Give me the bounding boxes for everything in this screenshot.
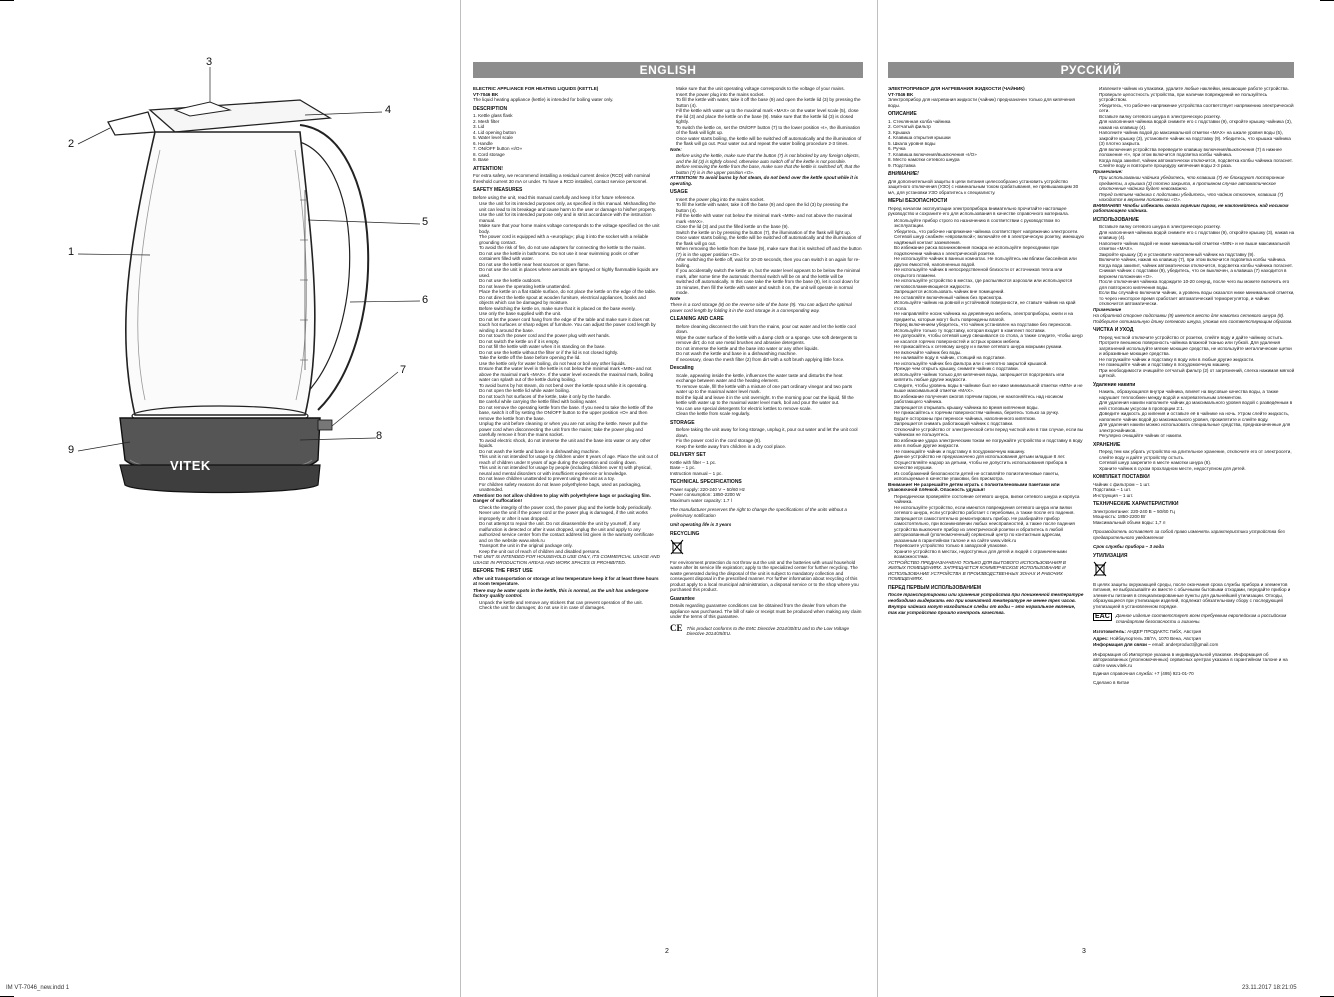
list-item: • Once water starts boiling, the kettle will be switched off automatically and the illumination of the flask will go out. Pour water out and repeat the water boiling procedure 2-3 times. bbox=[676, 136, 862, 147]
list-item: • Убедитесь, что рабочее напряжение чайника соответствует напряжению электросети. bbox=[894, 229, 1084, 235]
list-item: • Make sure that your home mains voltage corresponds to the voltage specified on the unit body. bbox=[479, 223, 661, 234]
english-note2-title: Note bbox=[670, 295, 681, 301]
list-item: • Вставьте вилку сетевого шнура в электрическую розетку. bbox=[1099, 114, 1295, 120]
list-item: • Не используйте устройство в местах, где распыляются аэрозоли или используются легковоспламеняющиеся жидкости. bbox=[894, 278, 1084, 289]
eac-mark-icon: EAC bbox=[1095, 613, 1110, 620]
list-item: • This unit is not intended for usage by children under 8 years of age. Place the unit out of reach of children under 8 years of age during the operation and cooling down. bbox=[479, 454, 661, 465]
russian-model: VT-7046 BK bbox=[888, 91, 914, 97]
list-item: • Once water starts boiling, the kettle will be switched off automatically and the illumination of the flask will go out. bbox=[676, 235, 862, 246]
list-item: • Do not let the power cord hang from the edge of the table and make sure it does not touch hot surfaces or sharp edges of furniture. You can adjust the power cord length by winding it around the base. bbox=[479, 317, 661, 334]
russian-note-list bbox=[1093, 175, 1295, 203]
list-item: • Для удаления накипи можно использовать специальные средства, предназначенные для электрочайников. bbox=[1099, 422, 1295, 433]
english-cleaning-title: CLEANING AND CARE bbox=[670, 316, 724, 322]
list-item: • Fill the kettle with water not below the minimal mark «MIN» and not above the maximal mark «MAX». bbox=[676, 213, 862, 224]
list-item: • Регулярно очищайте чайник от накипи. bbox=[1099, 433, 1295, 439]
list-item: • Для наполнения чайника водой снимите его с подставки (9), откройте крышку чайника (3), нажав на клавишу (4). bbox=[1099, 119, 1295, 130]
list-item: • Do not touch hot surfaces of the kettle, take it only by the handle. bbox=[479, 394, 661, 400]
list-item: • To avoid the risk of fire, do not use adapters for connecting the kettle to the mains. bbox=[479, 245, 661, 251]
russian-title: ЭЛЕКТРОПРИБОР ДЛЯ НАГРЕВАНИЯ ЖИДКОСТИ (ЧАЙНИК) bbox=[888, 86, 1025, 91]
russian-usage-title: ИСПОЛЬЗОВАНИЕ bbox=[1093, 216, 1140, 223]
russian-before-title: ПЕРЕД ПЕРВЫМ ИСПОЛЬЗОВАНИЕМ bbox=[888, 584, 982, 591]
list-item: • Следите, чтобы уровень воды в чайнике был не ниже минимальной отметки «MIN» и не выше максимальной отметки «MAX». bbox=[894, 383, 1084, 394]
list-item: • Снимая чайник с подставки (9), убедитесь, что он выключен, а клавиша (7) находится в верхнем положении «O». bbox=[1099, 268, 1295, 279]
list-item: • Не используйте чайник в непосредственной близости от источников тепла или открытого пламени. bbox=[894, 267, 1084, 278]
list-item: Подставка – 1 шт. bbox=[1093, 487, 1131, 492]
list-item: • Прежде чем открыть крышку, снимите чайник с подставки. bbox=[894, 366, 1084, 372]
list-item: • Transport the unit in the original package only. bbox=[479, 543, 661, 549]
list-item: 5. Шкала уровня воды bbox=[888, 140, 936, 146]
list-item: • Fill the kettle with water up to the maximal mark «MAX» on the water level scale (5), close the lid (3) and place the kettle on the base (9). Make sure that the kettle lid (3) is closed tightly. bbox=[676, 108, 862, 125]
english-intro: The liquid heating appliance (kettle) is intended for boiling water only. bbox=[473, 97, 614, 102]
english-lifetime: Unit operating life is 3 years bbox=[670, 522, 732, 527]
callout-1: 1 bbox=[68, 246, 75, 258]
list-item: 6. Handle bbox=[473, 140, 493, 146]
list-item: Power supply: 220-240 V ~ 50/60 Hz bbox=[670, 486, 745, 492]
list-item: • Во избежание риска возникновения пожара не используйте переходники при подключении чайника к электрической розетке. bbox=[894, 245, 1084, 256]
list-item: • Запрещается самостоятельно ремонтировать прибор. Не разбирайте прибор самостоятельно, при возникновении любых неисправностей, а также после падения устройства выключите прибор из электрической розетки и обратитесь в любой авторизованный (уполномоченный) сервисный центр по контактным адресам, указанным в гарантийном талоне и на сайте www.vitek.ru bbox=[894, 516, 1084, 544]
list-item: • To fill the kettle with water, take it off the base (9) and open the kettle lid (3) by pressing the button (4). bbox=[676, 97, 862, 108]
list-item: 3. Крышка bbox=[888, 129, 910, 135]
russian-storage-title: ХРАНЕНИЕ bbox=[1093, 441, 1121, 448]
english-header-bar: ENGLISH bbox=[473, 62, 863, 78]
list-item: 2. Mesh filter bbox=[473, 118, 500, 124]
list-item: • Для включения устройства переведите клавишу включения/выключения (7) в нижнее положение «I», при этом включится подсветка колбы чайника. bbox=[1099, 147, 1295, 158]
list-item: Максимальный объем воды: 1,7 л bbox=[1093, 519, 1166, 525]
russian-safety-intro: Перед началом эксплуатации электроприбора внимательно прочитайте настоящее руководство и сохраните его для использования в качестве справочного материала. bbox=[888, 205, 1069, 216]
list-item: 3. Lid bbox=[473, 124, 485, 129]
fold-line bbox=[877, 0, 878, 997]
recycle-bin-icon bbox=[670, 539, 862, 557]
russian-manufacturer bbox=[1093, 629, 1295, 635]
list-item: • Use the unit for its intended purposes only, as specified in this manual. Mishandling the unit can lead to its breakage and cause harm to the user or damage to his/her property. bbox=[479, 201, 661, 212]
russian-address bbox=[1093, 636, 1295, 642]
russian-note2-text: На обратной стороне подставки (9) имеется место для намотки сетевого шнура (8). Подберите оптимальную длину сетевого шнура, уложив его соответствующим образом. bbox=[1093, 313, 1293, 324]
list-item: • To remove scale, fill the kettle with a mixture of one part ordinary vinegar and two parts water up to the maximal water level mark. bbox=[676, 384, 862, 395]
english-attention-text: For extra safety, we recommend installing a residual current device (RCD) with nominal threshold current 30 mA or under. To have a RCD installed, contact service personnel. bbox=[473, 173, 651, 184]
russian-helpdesk: Единая справочная служба: +7 (495) 921-01-70 bbox=[1093, 671, 1194, 676]
english-recycling-text: For environment protection do not throw out the unit and the batteries with usual household waste after its service life expiration; apply to the specialized center for further recycling. The waste generated during the disposal of the unit is subject to mandatory collection and consequent disposal in the prescribed manner. For further information about recycling of this product apply to a local municipal administration, a disposal service or to the shop where you purchased this product. bbox=[670, 559, 859, 592]
description-list bbox=[473, 113, 661, 163]
list-item: • Use only the base supplied with the unit. bbox=[479, 311, 661, 317]
russian-recycling-title: УТИЛИЗАЦИЯ bbox=[1093, 552, 1128, 559]
list-item: • Перевозите устройство только в заводской упаковке. bbox=[894, 543, 1084, 549]
address-label: Адрес: bbox=[1093, 635, 1109, 641]
list-item: • Наполните чайник водой до максимальной отметки «MAX» на шкале уровня воды (5), закройте крышку (3), установите чайник на подставку (9). Убедитесь, что крышка чайника (3) плотно закрыта. bbox=[1099, 130, 1295, 147]
list-item: • Unplug the unit before cleaning or when you are not using the kettle. Never pull the power cord when disconnecting the unit from the mains; take the power plug and carefully remove it from the mains socket. bbox=[479, 421, 661, 438]
russian-descaling-title: Удаление накипи bbox=[1093, 381, 1136, 388]
english-description-title: DESCRIPTION bbox=[473, 105, 508, 112]
kettle-illustration bbox=[0, 40, 460, 560]
list-item: • To avoid burns by hot steam, do not bend over the kettle spout while it is operating. bbox=[479, 383, 661, 389]
english-guarantee-text: Details regarding guarantee conditions can be obtained from the dealer from whom the appliance was purchased. The bill of sale or receipt must be produced when making any claim under the terms of this guarantee. bbox=[670, 603, 862, 619]
list-item: • Периодически проверяйте состояние сетевого шнура, вилки сетевого шнура и корпуса чайника. bbox=[894, 494, 1084, 505]
ce-mark-icon: CE bbox=[670, 622, 683, 633]
russian-manufacturer-note: Производитель оставляет за собой право изменять характеристики устройства без предварительного уведомления bbox=[1093, 529, 1285, 540]
list-item: • Scale, appearing inside the kettle, influences the water taste and disturbs the heat exchange between water and the heating element. bbox=[676, 373, 862, 384]
english-descaling-list bbox=[670, 373, 862, 417]
file-slug: IM VT-7046_new.indd 1 bbox=[6, 985, 70, 991]
list-item: 8. Место намотки сетевого шнура bbox=[888, 157, 960, 162]
english-delivery-title: DELIVERY SET bbox=[670, 452, 706, 458]
list-item: • Fix the power cord in the cord storage (8). bbox=[676, 438, 862, 444]
callout-8: 8 bbox=[376, 430, 383, 442]
manufacturer-value: АНДЕР ПРОДАКТС ГмбХ, Австрия bbox=[1127, 629, 1202, 634]
english-storage-title: STORAGE bbox=[670, 419, 695, 426]
russian-recycling-text: В целях защиты окружающей среды, после окончания срока службы прибора и элементов питания, не выбрасывайте их вместе с обычными бытовыми отходами, передайте прибор и элементы питания в специализированные пункты для дальнейшей утилизации. Отходы, образующиеся при утилизации изделий, подлежат обязательному сбору с последующей утилизацией в установленном порядке. bbox=[1093, 581, 1291, 609]
english-cleaning-list bbox=[670, 324, 862, 363]
english-note-list bbox=[670, 153, 862, 175]
list-item: • Do not use the kettle in bathrooms. Do not use it near swimming pools or other containers filled with water. bbox=[479, 251, 661, 262]
list-item: • Before removing the kettle from the base, make sure that the kettle is switched off, that the button (7) is in the upper position «O». bbox=[676, 164, 862, 175]
list-item: Инструкция – 1 шт. bbox=[1093, 492, 1134, 498]
list-item: • Сетевой шнур закрепите в месте намотки шнура (8). bbox=[1099, 460, 1295, 466]
english-title: ELECTRIC APPLIANCE FOR HEATING LIQUIDS (KETTLE) bbox=[473, 86, 599, 91]
russian-household-notice: УСТРОЙСТВО ПРЕДНАЗНАЧЕНО ТОЛЬКО ДЛЯ БЫТОВОГО ИСПОЛЬЗОВАНИЯ В ЖИЛЫХ ПОМЕЩЕНИЯХ. ЗАПРЕЩАЕТСЯ КОММЕРЧЕСКОЕ ИСПОЛЬЗОВАНИЕ И ИСПОЛЬЗОВАНИЕ УСТРОЙСТВА В ПРОИЗВОДСТВЕННЫХ ЗОНАХ И РАБОЧИХ ПОМЕЩЕНИЯХ. bbox=[888, 559, 1066, 581]
list-item: • Clean the kettle from scale regularly. bbox=[676, 411, 862, 417]
list-item: • Unpack the kettle and remove any stickers that can prevent operation of the unit. bbox=[479, 600, 661, 606]
russian-safety-list-2 bbox=[888, 494, 1084, 560]
list-item: • Never use the unit if the power cord or the power plug is damaged, if the unit works improperly or after it was dropped. bbox=[479, 510, 661, 521]
list-item: • Use the kettle only for water boiling, do not heat or boil any other liquids. bbox=[479, 361, 661, 367]
list-item: • Наполните чайник водой не ниже минимальной отметки «MIN» и не выше максимальной отметки «MAX». bbox=[1099, 241, 1295, 252]
brand-logo: VITEK bbox=[170, 458, 211, 473]
russian-cleaning-list bbox=[1093, 335, 1295, 379]
english-descaling-title: Descaling bbox=[670, 365, 694, 371]
list-item: • Do not use the kettle near heat sources or open flame. bbox=[479, 262, 661, 268]
list-item: • If you accidentally switch the kettle on, but the water level appears to be below the minimal mark, after some time the automatic thermal switch will be on and the kettle will be switched off automatically. In this case take the kettle from the base (9), let it cool down for 15 minutes, then fill the kettle with water and switch it on, the unit will operate in normal mode. bbox=[676, 268, 862, 296]
list-item: • Не оставляйте включённый чайник без присмотра. bbox=[894, 295, 1084, 301]
list-item: • Осуществляйте надзор за детьми, чтобы не допустить использования прибора в качестве игрушки. bbox=[894, 460, 1084, 471]
list-item: • Boil the liquid and leave it in the unit overnight. In the morning pour out the liquid, fill the kettle with water up to the maximal water level mark, boil and pour the water out. bbox=[676, 395, 862, 406]
list-item: Чайник с фильтром – 1 шт. bbox=[1093, 481, 1151, 487]
list-item: • Вставьте вилку сетевого шнура в электрическую розетку. bbox=[1099, 224, 1295, 230]
english-manufacturer-note: The manufacturer preserves the right to change the specifications of the units without a preliminary notification bbox=[670, 507, 847, 518]
list-item: • Не используйте чайник в ванных комнатах. Не пользуйтесь им вблизи бассейнов или других ёмкостей, наполненных водой. bbox=[894, 256, 1084, 267]
list-item: • Включите чайник, нажав на клавишу (7), при этом включится подсветка колбы чайника. bbox=[1099, 257, 1295, 263]
list-item: 9. Подставка bbox=[888, 162, 916, 168]
list-item: • When removing the kettle from the base (9), make sure that it is switched off and the button (7) is in the upper position «O». bbox=[676, 246, 862, 257]
list-item: • При необходимости очищайте сетчатый фильтр (2) от загрязнений, слегка нажимая мягкой щёткой. bbox=[1099, 368, 1295, 379]
list-item: • Before using the kettle, make sure that the button (7) is not blocked by any foreign objects, and the lid (3) is tightly closed, otherwise auto switch off of the kettle is not possible. bbox=[676, 153, 862, 164]
eac-block bbox=[1093, 613, 1295, 625]
english-attention-title: ATTENTION! bbox=[473, 165, 503, 172]
list-item: • Check the unit for damages; do not use it in case of damages. bbox=[479, 605, 661, 611]
english-before-bold-2: There may be water spots in the kettle, this is normal, as the unit has undergone factory quality control. bbox=[473, 587, 649, 598]
english-safety-list bbox=[473, 201, 661, 493]
english-safety-list-2 bbox=[473, 505, 661, 555]
list-item: • Take the kettle off the base before opening the lid. bbox=[479, 355, 661, 361]
russian-attention-title: ВНИМАНИЕ! bbox=[888, 171, 919, 177]
english-suffocation-warning: Attention! Do not allow children to play with polyethylene bags or packaging film. Danger of suffocation! bbox=[473, 492, 651, 503]
english-first-use-list bbox=[670, 86, 862, 147]
list-item: • Проверьте целостность устройства, при наличии повреждений не пользуйтесь устройством. bbox=[1099, 92, 1295, 103]
list-item: 1. Kettle glass flask bbox=[473, 113, 513, 118]
list-item: • Во избежание получения ожогов горячим паром, не наклоняйтесь над носиком работающего чайника. bbox=[894, 394, 1084, 405]
list-item: • To switch the kettle on, set the ON/OFF button (7) to the lower position «I», the illumination of the flask will light up. bbox=[676, 125, 862, 136]
list-item: • Не допускайте, чтобы сетевой шнур свешивался со стола, а также следите, чтобы шнур не касался горячих поверхностей и острых кромок мебели. bbox=[894, 333, 1084, 344]
russian-attention-text: Для дополнительной защиты в цепи питания целесообразно установить устройство защитного отключения (УЗО) с номинальным током срабатывания, не превышающим 30 мА, для установки УЗО обратитесь к специалисту. bbox=[888, 178, 1079, 195]
list-item: • Switch the kettle on by pressing the button (7), the illumination of the flask will light up. bbox=[676, 230, 862, 236]
russian-safety-title: МЕРЫ БЕЗОПАСНОСТИ bbox=[888, 198, 948, 204]
english-usage-list bbox=[670, 197, 862, 296]
list-item: • Не наливайте воду в чайник, стоящий на подставке. bbox=[894, 355, 1084, 361]
english-note2-text: There is a cord storage (8) on the reverse side of the base (9). You can adjust the optimal power cord length by folding it in the cord storage in a corresponding way. bbox=[670, 302, 852, 313]
list-item: • Check the integrity of the power cord, the power plug and the kettle body periodically. bbox=[479, 505, 661, 511]
fold-line bbox=[460, 0, 461, 997]
list-item: 7. ON/OFF button «I/O» bbox=[473, 146, 523, 151]
address-value: Нойбаугюртель 38/7А, 1070 Вена, Австрия bbox=[1109, 635, 1201, 641]
english-before-bold: After unit transportation or storage at low temperature keep it for at least three hours at room temperature. bbox=[473, 575, 659, 586]
russian-note-title: Примечание: bbox=[1093, 168, 1123, 174]
list-item: Base – 1 pc. bbox=[670, 465, 696, 470]
list-item: 4. Lid opening button bbox=[473, 129, 516, 135]
list-item: • To avoid electric shock, do not immerse the unit and the base into water or any other liquids. bbox=[479, 438, 661, 449]
list-item: • Ensure that the water level in the kettle is not below the minimal mark «MIN» and not above the maximal mark «MAX». If the water level exceeds the maximal mark, boiling water can splash out of the kettle during boiling. bbox=[479, 366, 661, 383]
russian-note2-title: Примечание bbox=[1093, 306, 1122, 312]
list-item: • Be careful while carrying the kettle filled with boiling water. bbox=[479, 399, 661, 405]
list-item: • После отключения чайника подождите 10-20 секунд, после чего вы можете включить его для повторного кипячения воды. bbox=[1099, 279, 1295, 290]
list-item: • Не прикасайтесь к сетевому шнуру и к вилке сетевого шнура мокрыми руками. bbox=[894, 344, 1084, 350]
list-item: • Сетевой шнур снабжён «евровилкой»; включайте её в электрическую розетку, имеющую надёжный контакт заземления. bbox=[894, 234, 1084, 245]
list-item: • If necessary, clean the mesh filter (2) from dirt with a soft brush applying little force. bbox=[676, 357, 862, 363]
russian-delivery-title: КОМПЛЕКТ ПОСТАВКИ bbox=[1093, 474, 1150, 480]
list-item: 4. Клавиша открытия крышки bbox=[888, 135, 951, 140]
list-item: • You can use special detergents for electric kettles to remove scale. bbox=[676, 406, 862, 412]
callout-5: 5 bbox=[422, 216, 429, 228]
list-item: • Данное устройство не предназначено для использования детьми младше 8 лет. bbox=[894, 454, 1084, 460]
list-item: • Не прикасайтесь к горячим поверхностям чайника, беритесь только за ручку. bbox=[894, 410, 1084, 416]
callout-2: 2 bbox=[68, 138, 75, 150]
list-item: • Используйте чайник на ровной и устойчивой поверхности, не ставьте чайник на край стола. bbox=[894, 300, 1084, 311]
english-guarantee-title: Guarantee bbox=[670, 595, 695, 602]
list-item: • Insert the power plug into the mains socket. bbox=[676, 92, 862, 98]
callout-9: 9 bbox=[68, 444, 75, 456]
english-tech-title: TECHNICAL SPECIFICATIONS bbox=[670, 479, 742, 485]
list-item: • Для удаления накипи наполните чайник до максимального уровня водой с разведённым в ней столовым уксусом в пропорции 2:1. bbox=[1099, 400, 1295, 411]
list-item: • Do not use the kettle outdoors. bbox=[479, 278, 661, 284]
list-item: • Используйте чайник только для кипячения воды, запрещается подогревать или кипятить любые другие жидкости. bbox=[894, 372, 1084, 383]
list-item: 2. Сетчатый фильтр bbox=[888, 124, 931, 129]
russian-safety-list bbox=[888, 218, 1084, 482]
callout-4: 4 bbox=[385, 104, 392, 116]
russian-tech-title: ТЕХНИЧЕСКИЕ ХАРАКТЕРИСТИКИ bbox=[1093, 501, 1179, 507]
list-item: • Не погружайте чайник и подставку в воду или в любые другие жидкости. bbox=[1099, 357, 1295, 363]
list-item: • Запрещается использовать чайник вне помещений. bbox=[894, 289, 1084, 295]
list-item: • Не помещайте чайник и подставку в посудомоечную машину. bbox=[1099, 362, 1295, 368]
english-page-number: 2 bbox=[665, 948, 669, 955]
list-item: Power consumption: 1850-2200 W bbox=[670, 492, 741, 497]
list-item: Мощность: 1850-2200 Вт bbox=[1093, 514, 1146, 519]
print-timestamp: 23.11.2017 18:21:05 bbox=[1242, 985, 1297, 991]
russian-column-2 bbox=[1093, 86, 1295, 946]
callout-3: 3 bbox=[206, 56, 213, 68]
russian-lifetime: Срок службы прибора – 3 года bbox=[1093, 544, 1164, 549]
list-item: • При использовании чайника убедитесь, что клавиша (7) не блокируют посторонние предметы, а крышка (3) плотно закрыта, в противном случае автоматическое отключение чайника будет невозможно. bbox=[1099, 175, 1295, 192]
english-column-1 bbox=[473, 86, 661, 946]
list-item: • Перед снятием чайника с подставки убедитесь, что чайник отключен, клавиша (7) находится в верхнем положении «O». bbox=[1099, 192, 1295, 203]
russian-page-number: 3 bbox=[1082, 948, 1086, 955]
list-item: • Храните чайник в сухом прохладном месте, недоступном для детей. bbox=[1099, 466, 1295, 472]
list-item: • Wipe the outer surface of the kettle with a damp cloth or a sponge. Use soft detergents to remove dirt; do not use metal brushes and abrasive detergents. bbox=[676, 335, 862, 346]
english-note-title: Note: bbox=[670, 146, 682, 152]
list-item: • Do not use the unit in places where aerosols are sprayed or highly flammable liquids are used. bbox=[479, 267, 661, 278]
list-item: • Place the kettle on a flat stable surface, do not place the kettle on the edge of the table. bbox=[479, 289, 661, 295]
list-item: • Извлеките чайник из упаковки, удалите любые наклейки, мешающие работе устройства. bbox=[1099, 86, 1295, 92]
list-item: • Не помещайте чайник и подставку в посудомоечную машину. bbox=[894, 449, 1084, 455]
crop-mark bbox=[1320, 0, 1334, 1]
english-recycling-title: RECYCLING bbox=[670, 530, 700, 537]
list-item: • Используйте только ту подставку, которая входит в комплект поставки. bbox=[894, 328, 1084, 334]
list-item: • Протрите внешнюю поверхность чайника влажной тканью или губкой. Для удаления загрязнений используйте мягкие моющие средства, не используйте металлические щетки и абразивные моющие средства. bbox=[1099, 340, 1295, 357]
list-item: • Перед чисткой отключите устройство от розетки, слейте воду и дайте чайнику остыть. bbox=[1099, 335, 1295, 341]
russian-usage-list bbox=[1093, 224, 1295, 307]
list-item: • Не используйте устройство, если имеются повреждения сетевого шнура или вилки сетевого шнура, если устройство работает с перебоями, а также после его падения. bbox=[894, 505, 1084, 516]
list-item: • Не направляйте носик чайника на деревянную мебель, электроприборы, книги и на предметы, которые могут быть повреждены влагой. bbox=[894, 311, 1084, 322]
list-item: • Доведите жидкость до кипения и оставьте её в чайнике на ночь. Утром слейте жидкость, наполните чайник водой до максимального уровня, прокипятите и слейте воду. bbox=[1099, 411, 1295, 422]
english-column-2 bbox=[670, 86, 862, 946]
english-safety-title: SAFETY MEASURES bbox=[473, 187, 523, 193]
list-item: • Close the lid (3) and put the filled kettle on the base (9). bbox=[676, 224, 862, 230]
list-item: • The power cord is equipped with a «europlug»; plug it into the socket with a reliable grounding contact. bbox=[479, 234, 661, 245]
conformity-block bbox=[670, 622, 862, 638]
list-item: • Запрещается снимать работающий чайник с подставки. bbox=[894, 421, 1084, 427]
list-item: • Do not remove the operating kettle from the base. If you need to take the kettle off the base, switch it off by setting the ON/OFF button to the upper position «O» and then remove the kettle from the base. bbox=[479, 405, 661, 422]
recycle-bin-icon bbox=[1093, 561, 1295, 579]
list-item: • After switching the kettle off, wait for 10-20 seconds, then you can switch it on again for re-boiling. bbox=[676, 257, 862, 268]
list-item: • Do not touch the power cord and the power plug with wet hands. bbox=[479, 333, 661, 339]
russian-eac-text: Данное изделие соответствует всем требуемым европейским и российским стандартам безопасности и гигиены. bbox=[1115, 613, 1287, 624]
callout-6: 6 bbox=[422, 294, 429, 306]
list-item: • Use the unit for its intended purpose only and in strict accordance with the instruction manual. bbox=[479, 212, 661, 223]
russian-descaling-list bbox=[1093, 389, 1295, 439]
list-item: Электропитание: 220-240 В ~ 50/60 Гц bbox=[1093, 508, 1175, 514]
list-item: • Не используйте чайник без фильтра или с неплотно закрытой крышкой. bbox=[894, 361, 1084, 367]
list-item: • Во избежание удара электрическим током не погружайте устройство и подставку в воду или в любые другие жидкости. bbox=[894, 438, 1084, 449]
list-item: • Когда вода закипит, чайник автоматически отключится, подсветка колбы чайника погаснет. bbox=[1099, 263, 1295, 269]
list-item: • Используйте прибор строго по назначению в соответствии с руководством по эксплуатации. bbox=[894, 218, 1084, 229]
list-item: 7. Клавиша включения/выключения «I/O» bbox=[888, 151, 977, 157]
russian-cleaning-title: ЧИСТКА И УХОД bbox=[1093, 327, 1134, 333]
russian-first-use-list bbox=[1093, 86, 1295, 169]
list-item: • For children safety reasons do not leave polyethylene bags, used as packaging, unattended. bbox=[479, 482, 661, 493]
list-item: • Keep the unit out of reach of children and disabled persons. bbox=[479, 549, 661, 555]
list-item: • Перед включением убедитесь, что чайник установлен на подставке без перекосов. bbox=[894, 322, 1084, 328]
list-item: 5. Water level scale bbox=[473, 135, 513, 140]
list-item: • Когда вода закипит, чайник автоматически отключится, подсветка колбы чайника погаснет. Слейте воду и повторите процедуру кипячения воды 2-3 раза. bbox=[1099, 158, 1295, 169]
list-item: • Do not wash the kettle and base in a dishwashing machine. bbox=[676, 351, 862, 357]
english-household-notice: THE UNIT IS INTENDED FOR HOUSEHOLD USE ONLY, ITS COMMERCIAL USAGE AND USAGE IN PRODUCTION AREAS AND WORK SPACES IS PROHIBITED. bbox=[473, 554, 660, 565]
list-item: Instruction manual – 1 pc. bbox=[670, 470, 723, 476]
callout-7: 7 bbox=[400, 364, 407, 376]
list-item: 1. Стеклянная колба чайника bbox=[888, 118, 951, 124]
illustration-panel bbox=[0, 0, 460, 997]
list-item: • Do not attempt to repair the unit. Do not disassemble the unit by yourself, if any malfunction is detected or after it was dropped, unplug the unit and apply to any authorized service center from the contact address list given in the warranty certificate and on the website www.vitek.ru bbox=[479, 521, 661, 543]
list-item: • Do not fill the kettle with water when it is standing on the base. bbox=[479, 344, 661, 350]
russian-description-title: ОПИСАНИЕ bbox=[888, 111, 917, 117]
list-item: • Будьте осторожны при переносе чайника, наполненного кипятком. bbox=[894, 416, 1084, 422]
english-conformity: This product conforms to the EMC Directive 2014/30/EU and to the Low Voltage Directive 2014/35/EU. bbox=[686, 625, 849, 636]
english-before-list bbox=[473, 600, 661, 611]
list-item: 8. Cord storage bbox=[473, 151, 505, 157]
english-model: VT-7046 BK bbox=[473, 91, 499, 97]
list-item: • Убедитесь, что рабочее напряжение устройства соответствует напряжению электрической сети. bbox=[1099, 103, 1295, 114]
list-item: 6. Ручка bbox=[888, 146, 906, 151]
list-item: • Перед тем как убрать устройство на длительное хранение, отключите его от электросети, слейте воду и дайте устройству остыть. bbox=[1099, 449, 1295, 460]
list-item: 9. Base bbox=[473, 157, 489, 162]
list-item: • Before switching the kettle on, make sure that it is placed on the base evenly. bbox=[479, 306, 661, 312]
english-usage-title: USAGE bbox=[670, 189, 688, 195]
list-item: • Если Вы случайно включили чайник, а уровень воды оказался ниже минимальной отметки, то через некоторое время сработает автоматический терморегулятор, и чайник отключится автоматически. bbox=[1099, 290, 1295, 307]
russian-storage-list bbox=[1093, 449, 1295, 471]
list-item: • To fill the kettle with water, take it off the base (9) and open the lid (3) by pressing the button (4). bbox=[676, 202, 862, 213]
list-item: • Для наполнения чайника водой снимите его с подставки (9), откройте крышку (3), нажав на клавишу (4). bbox=[1099, 230, 1295, 241]
list-item: • Keep the kettle away from children in a dry cool place. bbox=[676, 444, 862, 450]
list-item: • Before cleaning disconnect the unit from the mains, pour out water and let the kettle cool down. bbox=[676, 324, 862, 335]
list-item: • This unit is not intended for usage by people (including children over 8) with physical, neural and mental disorders or with insufficient experience or knowledge. bbox=[479, 465, 661, 476]
list-item: • Do not leave children unattended to prevent using the unit as a toy. bbox=[479, 476, 661, 482]
english-safety-intro: Before using the unit, read this manual carefully and keep it for future reference. bbox=[473, 194, 636, 200]
russian-intro: Электроприбор для нагревания жидкости (чайник) предназначен только для кипячения воды. bbox=[888, 97, 1075, 108]
english-before-title: BEFORE THE FIRST USE bbox=[473, 568, 533, 574]
english-storage-list bbox=[670, 427, 862, 449]
list-item: • Отключайте устройство от электрической сети перед чисткой или в том случае, если вы чайником не пользуетесь. bbox=[894, 427, 1084, 438]
list-item: • Do not immerse the kettle and the base into water or any other liquids. bbox=[676, 346, 862, 352]
list-item: • Do not open the kettle lid while water boiling. bbox=[479, 388, 661, 394]
russian-email bbox=[1093, 642, 1295, 648]
list-item: • Не включайте чайник без воды. bbox=[894, 350, 1084, 356]
russian-made-in: Сделано в Китае bbox=[1093, 679, 1130, 685]
list-item: • Запрещается открывать крышку чайника во время кипячения воды. bbox=[894, 405, 1084, 411]
list-item: • Insert the power plug into the mains socket. bbox=[676, 197, 862, 203]
russian-attention-2: ВНИМАНИЕ! Чтобы избежать ожога горячим паром, не наклоняйтесь над носиком работающего чайника. bbox=[1093, 202, 1289, 213]
russian-before-bold: После транспортировки или хранения устройства при пониженной температуре необходимо выдержать его при комнатной температуре не менее трех часов. bbox=[888, 592, 1084, 603]
russian-before-bold-2: Внутри чайника могут находиться следы от воды – это нормальное явление, так как устройство прошло контроль качества. bbox=[888, 604, 1076, 615]
list-item: • Before taking the unit away for long storage, unplug it, pour out water and let the unit cool down. bbox=[676, 427, 862, 438]
russian-suffocation-warning: Внимание! Не разрешайте детям играть с полиэтиленовыми пакетами или упаковочной плёнкой. Опасность удушья! bbox=[888, 481, 1060, 492]
list-item: Kettle with filter – 1 pc. bbox=[670, 459, 717, 465]
list-item: • Make sure that the unit operating voltage corresponds to the voltage of your mains. bbox=[676, 86, 862, 92]
manufacturer-label: Изготовитель: bbox=[1093, 629, 1126, 634]
list-item: • Do not wash the kettle and base in a dishwashing machine. bbox=[479, 449, 661, 455]
email-value: email: anderproduct@gmail.com bbox=[1152, 642, 1219, 647]
russian-column-1 bbox=[888, 86, 1084, 946]
list-item: • Закройте крышку (3) и установите наполненный чайник на подставку (9). bbox=[1099, 252, 1295, 258]
list-item: • Из соображений безопасности детей не оставляйте полиэтиленовые пакеты, используемые в качестве упаковки, без присмотра. bbox=[894, 471, 1084, 482]
list-item: Maximum water capacity: 1.7 l bbox=[670, 497, 732, 503]
list-item: • Do not direct the kettle spout at wooden furniture, electrical appliances, books and objects which can be damaged by moisture. bbox=[479, 295, 661, 306]
list-item: • Do not use the kettle without the filter or if the lid is not closed tightly. bbox=[479, 350, 661, 356]
russian-header-bar: РУССКИЙ bbox=[888, 62, 1294, 78]
list-item: • Храните устройство в местах, недоступных для детей и людей с ограниченными возможностями. bbox=[894, 549, 1084, 560]
list-item: • Накипь, образующаяся внутри чайника, влияет на вкусовые качества воды, а также нарушает теплообмен между водой и нагревательным элементом. bbox=[1099, 389, 1295, 400]
russian-importer: Информация об Импортере указана в индивидуальной упаковке. Информация об авторизованных (уполномоченных) сервисных центрах указана в гарантийном талоне и на сайте www.vitek.ru bbox=[1093, 651, 1288, 668]
list-item: • Do not switch the kettle on if it is empty. bbox=[479, 339, 661, 345]
email-label: Информация для связи – bbox=[1093, 642, 1151, 647]
english-attention-2: ATTENTION! To avoid burns by hot steam, do not bend over the kettle spout while it is operating. bbox=[670, 175, 859, 186]
list-item: • Do not leave the operating kettle unattended. bbox=[479, 284, 661, 290]
